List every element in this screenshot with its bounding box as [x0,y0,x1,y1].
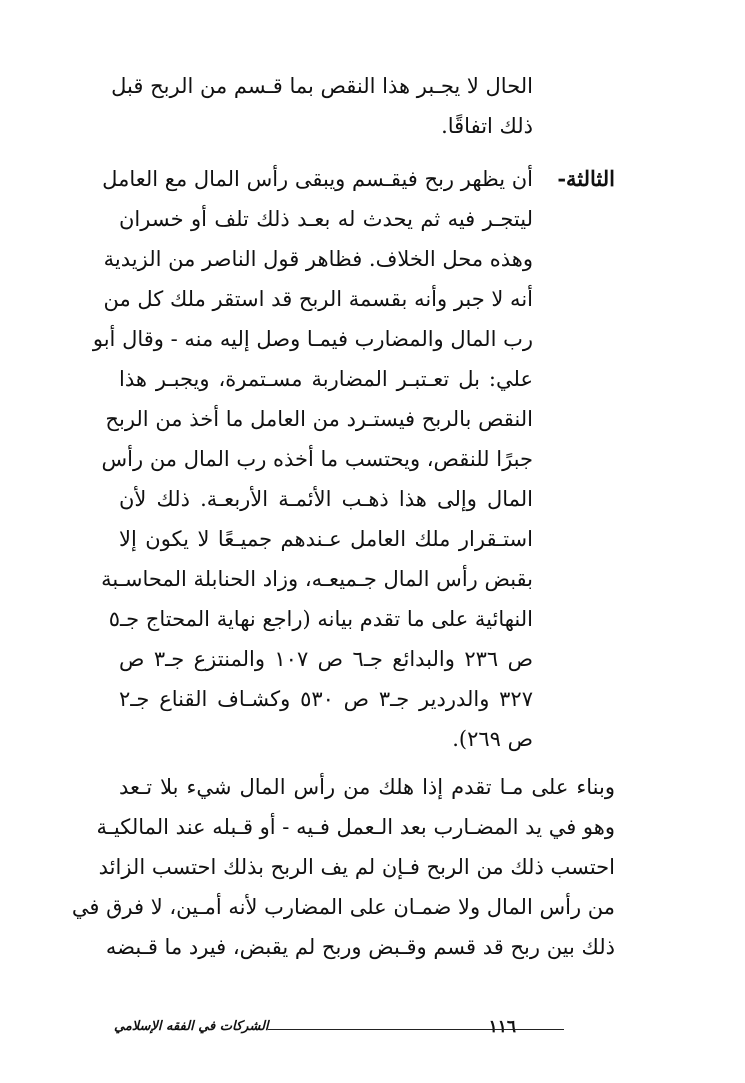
paragraph-2-line: بقبض رأس المال جـميعـه، وزاد الحنابلة المحاسـبة [101,567,533,591]
paragraph-2-label: الثالثة- [557,166,615,191]
page-number: ١١٦ [488,1017,516,1037]
paragraph-3-line: وبناء على مـا تقدم إذا هلك من رأس المال شيء بلا تـعد [119,775,615,799]
paragraph-3-line: احتسب ذلك من الربح فـإن لم يف الربح بذلك احتسب الزائد [98,855,615,879]
paragraph-2-line: ٣٢٧ والدردير جـ٣ ص ٥٣٠ وكشـاف القناع جـ٢ [119,687,533,711]
paragraph-2-first-line: أن يظهر ربح فيقـسم ويبقى رأس المال مع العامل [102,167,533,191]
paragraph-2-line: النهائية على ما تقدم بيانه (راجع نهاية المحتاج جـ٥ [108,607,533,631]
paragraph-2-line: المال وإلى هذا ذهـب الأئمـة الأربعـة. ذلك لأن [119,487,533,511]
footer-divider [268,1029,564,1030]
paragraph-3-line: وهو في يد المضـارب بعد الـعمل فـيه - أو قـبله عند المالكيـة [96,815,615,839]
paragraph-2-line: أنه لا جبر وأنه بقسمة الربح قد استقر ملك كل من [103,287,533,311]
paragraph-1-line: ذلك اتفاقًا. [441,114,533,138]
paragraph-2-line: ص ٢٦٩). [452,727,533,751]
paragraph-2-line: ص ٢٣٦ والبدائع جـ٦ ص ١٠٧ والمنتزع جـ٣ ص [119,647,533,671]
paragraph-2-line: استـقرار ملك العامل عـندهم جميـعًا لا يكون إلا [119,527,533,551]
paragraph-2-line: ليتجـر فيه ثم يحدث له بعـد ذلك تلف أو خسران [119,207,533,231]
paragraph-2-line: رب المال والمضارب فيمـا وصل إليه منه - وقال أبو [92,327,533,351]
paragraph-1-line: الحال لا يجـبر هذا النقص بما قـسم من الربح قبل [111,74,533,98]
paragraph-2-line: جبرًا للنقص، ويحتسب ما أخذه رب المال من رأس [101,447,533,471]
paragraph-3-line: ذلك بين ربح قد قسم وقـبض وربح لم يقبض، فيرد ما قـبضه [105,935,615,959]
paragraph-2-line: وهذه محل الخلاف. فظاهر قول الناصر من الزيدية [103,247,533,271]
paragraph-3-line: من رأس المال ولا ضمـان على المضارب لأنه أمـين، لا فرق في [71,895,615,919]
running-footer-title: الشركات في الفقه الإسلامي [114,1019,269,1034]
paragraph-2-line: علي: بل تعـتبـر المضاربة مسـتمرة، ويجبـر هذا [119,367,533,391]
paragraph-2-line: النقص بالربح فيستـرد من العامل ما أخذ من الربح [105,407,533,431]
